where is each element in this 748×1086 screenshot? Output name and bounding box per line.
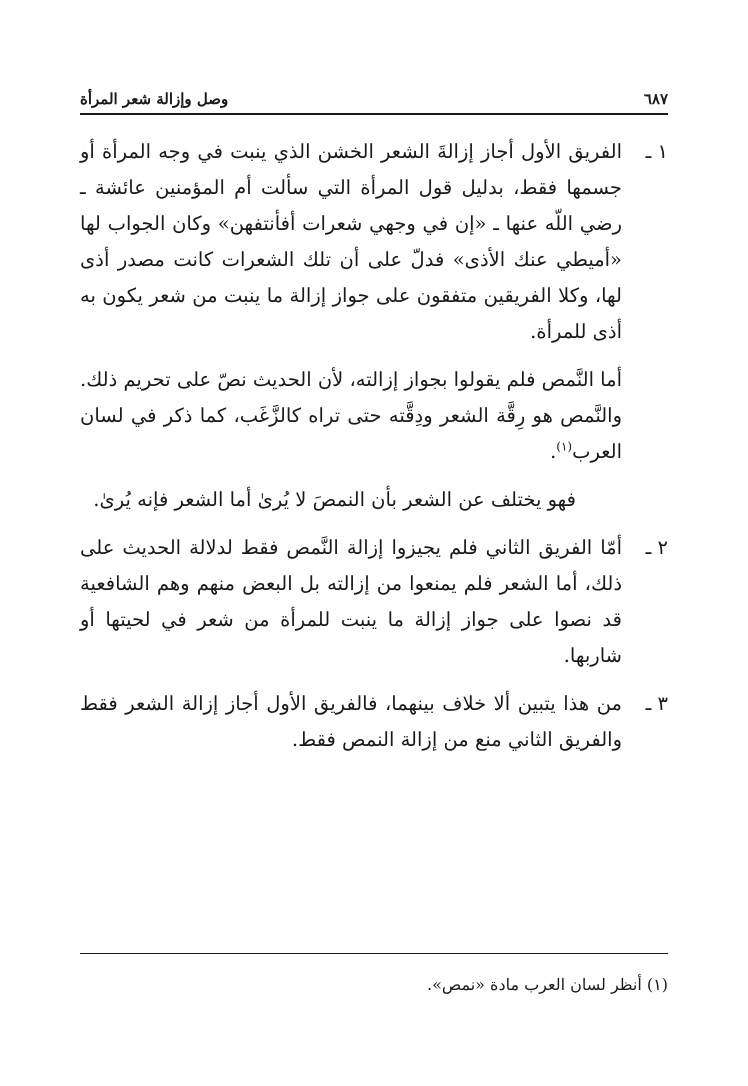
paragraph-difference: فهو يختلف عن الشعر بأن النمصَ لا يُرىٰ أما الشعر فإنه يُرىٰ.	[93, 488, 576, 511]
paragraph-namas-definition	[80, 362, 668, 470]
list-item-text: أمّا الفريق الثاني فلم يجيزوا إزالة النَّمص فقط لدلالة الحديث على ذلك، أما الشعر فلم يمنعوا من إزالته بل البعض منهم وهم الشافعية قد نصوا على جواز إزالة ما ينبت للمرأة من شعر في لحيتها أو شاربها.	[80, 536, 622, 667]
list-item-1	[80, 134, 668, 350]
list-item-number: ١ ـ	[645, 140, 668, 163]
page-number: ٦٨٧	[643, 90, 668, 108]
body-text	[80, 134, 668, 770]
paragraph-text: أما النَّمص فلم يقولوا بجواز إزالته، لأن الحديث نصّ على تحريم ذلك. والنَّمص هو رِقَّة الشعر ودِقَّته حتى تراه كالزَّغَب، كما ذكر في لسان العرب	[80, 368, 622, 463]
list-item-2	[80, 530, 668, 674]
footnote-reference[interactable]: (١)	[556, 439, 573, 454]
list-item-number: ٢ ـ	[645, 536, 668, 559]
page-header	[80, 84, 668, 108]
list-item-text: من هذا يتبين ألا خلاف بينهما، فالفريق الأول أجاز إزالة الشعر فقط والفريق الثاني منع من إزالة النمص فقط.	[80, 692, 622, 751]
footnote: (١) أنظر لسان العرب مادة «نمص».	[427, 975, 668, 994]
running-title: وصل وإزالة شعر المرأة	[80, 90, 229, 108]
list-item-number: ٣ ـ	[645, 692, 668, 715]
list-item-3	[80, 686, 668, 758]
header-rule	[80, 113, 668, 115]
list-item-text: الفريق الأول أجاز إزالةَ الشعر الخشن الذي ينبت في وجه المرأة أو جسمها فقط، بدليل قول المرأة التي سألت أم المؤمنين عائشة ـ رضي اللّه عنها ـ «إن في وجهي شعرات أفأنتفهن» وكان الجواب لها «أميطي عنك الأذى» فدلّ على أن تلك الشعرات كانت مصدر أذى لها، وكلا الفريقين متفقون على جواز إزالة ما ينبت من شعر يكون به أذى للمرأة.	[80, 140, 622, 343]
footnote-rule	[80, 953, 668, 954]
paragraph-text-end: .	[550, 440, 557, 463]
